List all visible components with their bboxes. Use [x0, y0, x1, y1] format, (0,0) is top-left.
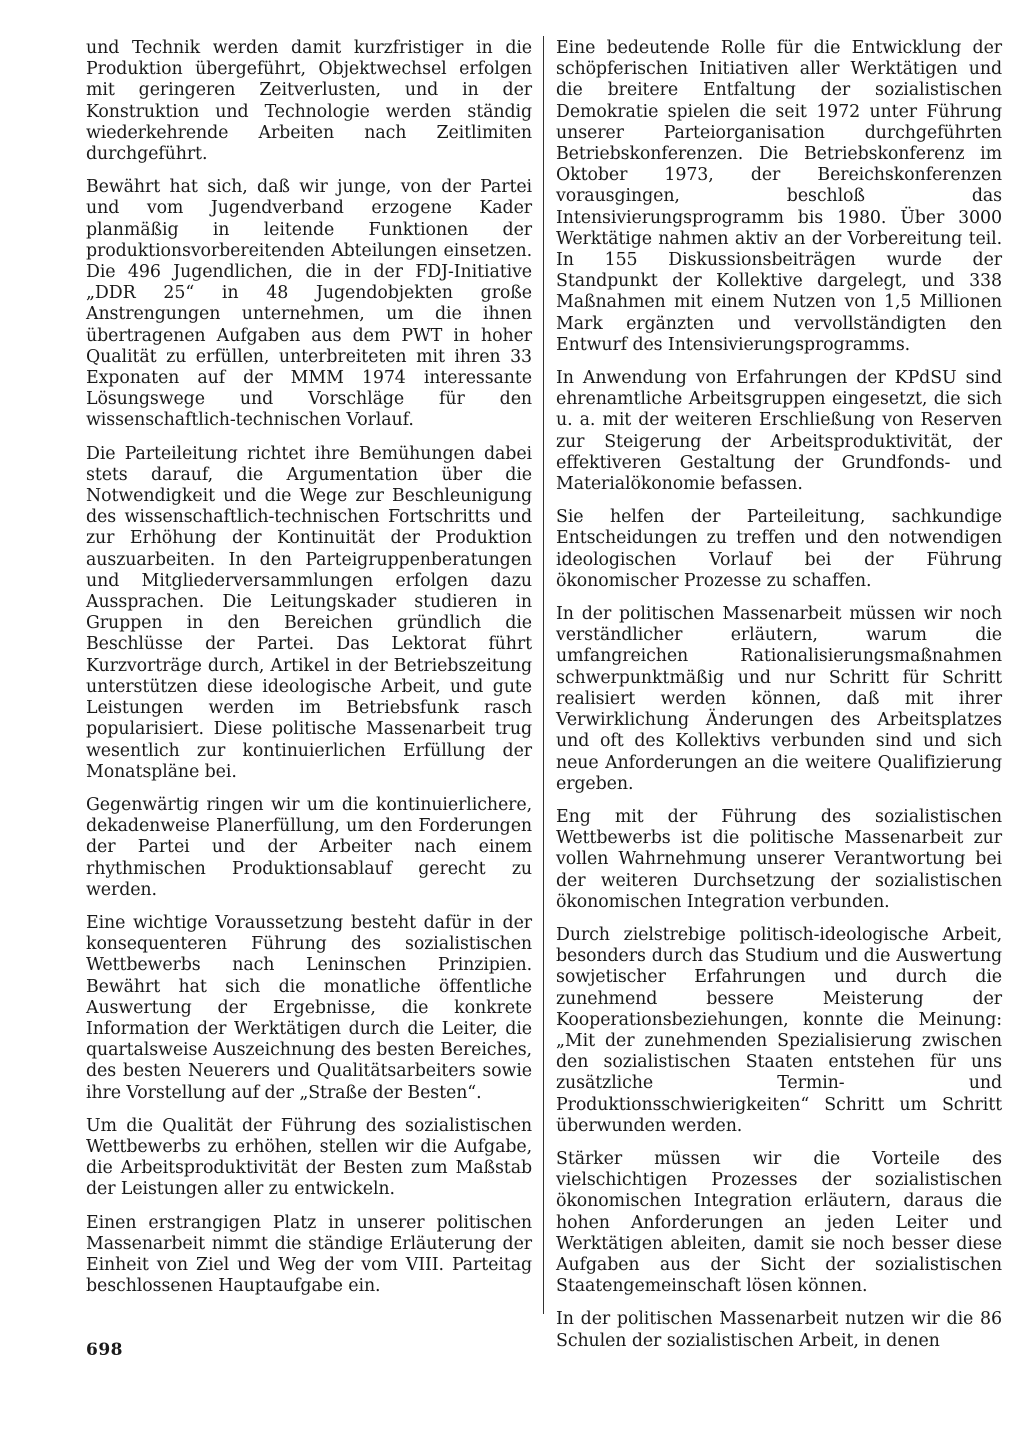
paragraph: Gegenwärtig ringen wir um die kontinuierlichere, dekadenweise Planerfüllung, um den Forderungen der Partei und der Arbeiter nach einem rhythmischen Produktionsablauf gerecht zu werden. — [86, 794, 532, 900]
right-column — [556, 38, 1002, 1364]
paragraph: Stärker müssen wir die Vorteile des vielschichtigen Prozesses der sozialistischen ökonomischen Integration erläutern, daraus die hohen Anforderungen an jeden Leiter und Werktätigen ableiten, damit sie noch besser diese Aufgaben aus der Sicht der sozialistischen Staatengemeinschaft lösen können. — [556, 1148, 1002, 1297]
paragraph: In Anwendung von Erfahrungen der KPdSU sind ehrenamtliche Arbeitsgruppen eingesetzt, die sich u. a. mit der weiteren Erschließung von Reserven zur Steigerung der Arbeitsproduktivität, der effektiveren Gestaltung der Grundfonds- und Materialökonomie befassen. — [556, 368, 1002, 495]
paragraph: In der politischen Massenarbeit müssen wir noch verständlicher erläutern, warum die umfangreichen Rationalisierungsmaßnahmen schwerpunktmäßig und nur Schritt für Schritt realisiert werden können, daß mit ihrer Verwirklichung Änderungen des Arbeitsplatzes und oft des Kollektivs verbunden sind und sich neue Anforderungen an die weitere Qualifizierung ergeben. — [556, 604, 1002, 794]
paragraph: Eine wichtige Voraussetzung besteht dafür in der konsequenteren Führung des sozialistischen Wettbewerbs nach Leninschen Prinzipien. Bewährt hat sich die monatliche öffentliche Auswertung der Ergebnisse, die konkrete Information der Werktätigen durch die Leiter, die quartalsweise Auszeichnung des besten Bereiches, des besten Neuerers und Qualitätsarbeiters sowie ihre Vorstellung auf der „Straße der Besten“. — [86, 912, 532, 1103]
paragraph: Um die Qualität der Führung des sozialistischen Wettbewerbs zu erhöhen, stellen wir die Aufgabe, die Arbeitsproduktivität der Besten zum Maßstab der Leistungen aller zu entwickeln. — [86, 1115, 532, 1200]
paragraph: Die Parteileitung richtet ihre Bemühungen dabei stets darauf, die Argumentation über die Notwendigkeit und die Wege zur Beschleunigung des wissenschaftlich-technischen Fortschritts und zur Erhöhung der Kontinuität der Produktion auszuarbeiten. In den Parteigruppenberatungen und Mitgliederversammlungen erfolgen dazu Aussprachen. Die Leitungskader studieren in Gruppen in den Bereichen gründlich die Beschlüsse der Partei. Das Lektorat führt Kurzvorträge durch, Artikel in der Betriebszeitung unterstützen diese ideologische Arbeit, und gute Leistungen werden im Betriebsfunk rasch popularisiert. Diese politische Massenarbeit trug wesentlich zur kontinuierlichen Erfüllung der Monatspläne bei. — [86, 443, 532, 782]
page-number: 698 — [86, 1340, 123, 1360]
column-divider — [543, 36, 544, 1314]
paragraph: In der politischen Massenarbeit nutzen wir die 86 Schulen der sozialistischen Arbeit, in denen — [556, 1309, 1002, 1351]
paragraph: Sie helfen der Parteileitung, sachkundige Entscheidungen zu treffen und den notwendigen ideologischen Vorlauf bei der Führung ökonomischer Prozesse zu schaffen. — [556, 507, 1002, 591]
left-column — [86, 38, 532, 1309]
paragraph: Durch zielstrebige politisch-ideologische Arbeit, besonders durch das Studium und die Auswertung sowjetischer Erfahrungen und durch die zunehmend bessere Meisterung der Kooperationsbeziehungen, konnte die Meinung: „Mit der zunehmenden Spezialisierung zwischen den sozialistischen Staaten entstehen für uns zusätzliche Termin- und Produktionsschwierigkeiten“ Schritt um Schritt überwunden werden. — [556, 924, 1002, 1136]
paragraph: Bewährt hat sich, daß wir junge, von der Partei und vom Jugendverband erzogene Kader planmäßig in leitende Funktionen der produktionsvorbereitenden Abteilungen einsetzen. Die 496 Jugendlichen, die in der FDJ-Initiative „DDR 25“ in 48 Jugendobjekten große Anstrengungen unternehmen, um die ihnen übertragenen Aufgaben aus dem PWT in hoher Qualität zu erfüllen, unterbreiteten mit ihren 33 Exponaten auf der MMM 1974 interessante Lösungswege und Vorschläge für den wissenschaftlich-technischen Vorlauf. — [86, 177, 532, 431]
paragraph: und Technik werden damit kurzfristiger in die Produktion übergeführt, Objektwechsel erfolgen mit geringeren Zeitverlusten, und in der Konstruktion und Technologie werden ständig wiederkehrende Arbeiten nach Zeitlimiten durchgeführt. — [86, 38, 532, 165]
paragraph: Einen erstrangigen Platz in unserer politischen Massenarbeit nimmt die ständige Erläuterung der Einheit von Ziel und Weg der vom VIII. Parteitag beschlossenen Hauptaufgabe ein. — [86, 1212, 532, 1297]
paragraph: Eine bedeutende Rolle für die Entwicklung der schöpferischen Initiativen aller Werktätigen und die breitere Entfaltung der sozialistischen Demokratie spielen die seit 1972 unter Führung unserer Parteiorganisation durchgeführten Betriebskonferenzen. Die Betriebskonferenz im Oktober 1973, der Bereichskonferenzen vorausgingen, beschloß das Intensivierungsprogramm bis 1980. Über 3000 Werktätige nahmen aktiv an der Vorbereitung teil. In 155 Diskussionsbeiträgen wurde der Standpunkt der Kollektive dargelegt, und 338 Maßnahmen mit einem Nutzen von 1,5 Millionen Mark ergänzten und vervollständigten den Entwurf des Intensivierungsprogramms. — [556, 38, 1002, 355]
paragraph: Eng mit der Führung des sozialistischen Wettbewerbs ist die politische Massenarbeit zur vollen Wahrnehmung unserer Verantwortung bei der weiteren Durchsetzung der sozialistischen ökonomischen Integration verbunden. — [556, 806, 1002, 912]
